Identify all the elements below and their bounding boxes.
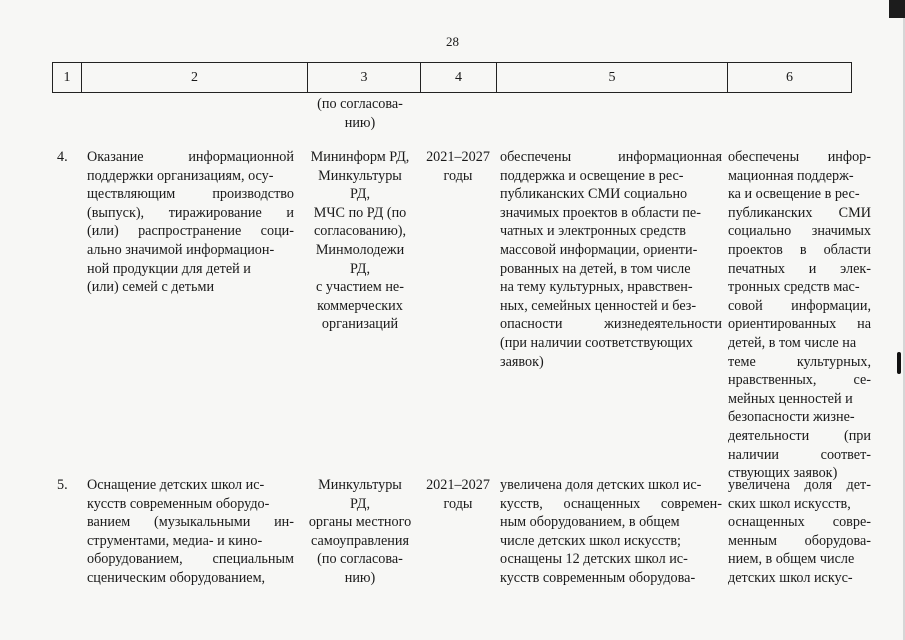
text-line: с участием не- [316,279,404,296]
text-line [728,185,871,204]
text-word: совре- [832,514,871,531]
text-word: соответ- [820,446,871,463]
text-line [728,408,871,427]
text-line [500,167,722,186]
text-word: рованных на детей, в том числе [500,260,691,277]
text-word: кусств современным оборудо- [87,495,270,512]
text-word: тиражирование [168,204,262,221]
text-line [728,569,871,588]
text-line [728,353,871,372]
text-word: сценическим [87,569,166,586]
row-4-executors [298,148,422,334]
text-line [500,476,722,495]
text-word: ных, семейных ценностей и без- [500,297,697,314]
text-line: коммерческих [317,297,403,314]
text-word: безопасности жизне- [728,409,855,426]
text-word: Оснащение детских школ ис- [87,477,265,493]
text-word: оборудова- [804,532,871,549]
scan-corner-mark [889,0,905,18]
text-word: в [799,241,807,258]
text-word: на [857,316,871,333]
text-line [728,334,871,353]
column-number-3: 3 [308,63,421,93]
text-line [500,297,722,316]
text-word: социально [728,223,792,240]
text-line [500,532,722,551]
text-line [87,185,294,204]
text-line [728,427,871,446]
text-word: деятельности [728,427,810,444]
text-word: (выпуск), [87,204,145,221]
text-word: инфор- [827,149,871,165]
text-line: Мининформ РД, [310,149,410,165]
text-word: ка и освещение в рес- [728,186,860,203]
column-number-header [52,62,852,93]
text-word: значимых проектов в области пе- [500,204,701,221]
text-word: се- [853,372,871,389]
text-word: детей, в том числе на [728,334,857,351]
text-word: (музыкальными [154,514,251,531]
text-word: ванием [87,514,131,531]
text-line: организаций [321,316,399,333]
text-line: нию) [344,114,376,131]
text-word: ин- [274,514,294,531]
text-word: нравственных, [728,372,817,389]
text-line [728,315,871,334]
text-line [87,278,294,297]
text-line [87,222,294,241]
text-line: РД, [349,495,371,512]
text-line [500,495,722,514]
text-word: ских школ искусств, [728,495,851,512]
text-line [87,550,294,569]
text-line [500,241,722,260]
text-line [87,241,294,260]
text-word: специальным [212,551,294,568]
text-line [87,513,294,532]
text-line [500,353,722,372]
text-line [728,532,871,551]
text-word: ным оборудованием, в общем [500,514,680,531]
text-line: Минкультуры [318,167,402,184]
text-word: поддержка и освещение в рес- [500,167,684,184]
text-word: наличии [728,446,780,463]
row-5-period [422,476,494,513]
text-line: Минмолодежи [315,241,405,258]
text-line: согласованию), [313,223,407,240]
text-word: проектов [728,241,783,258]
text-line: 2021–2027 [426,477,490,493]
text-line [728,167,871,186]
row-5-result [500,476,722,588]
text-line [87,532,294,551]
text-word: культурных, [796,353,871,370]
text-word: (при наличии соответствующих [500,334,693,351]
text-line [728,446,871,465]
text-word: увеличена [728,477,791,493]
text-word: публиканских [728,204,813,221]
column-number-5: 5 [497,63,728,93]
text-word: ориентированных [728,316,837,333]
text-line [500,222,722,241]
text-word: соци- [260,223,294,240]
text-line [728,297,871,316]
text-line [500,260,722,279]
text-word: информационной [188,149,294,165]
text-line [728,371,871,390]
row-5-indicator [728,476,871,588]
text-word: мационная поддерж- [728,167,854,184]
column-number-1: 1 [53,63,82,93]
text-line [728,241,871,260]
text-word: струментами, медиа- и кино- [87,532,263,549]
text-line [500,204,722,223]
text-line: самоуправления [311,532,409,549]
text-line: годы [443,167,473,184]
row-4-number: 4. [57,149,68,165]
text-line [728,204,871,223]
text-line: 2021–2027 [426,149,490,165]
text-word: ной продукции для детей и [87,260,251,277]
text-word: оснащенных [563,495,641,512]
text-word: современ- [660,495,722,512]
text-word: кусств, [500,495,543,512]
text-line [728,390,871,409]
text-word: области [823,241,871,258]
row-5-number: 5. [57,477,68,493]
text-word: публиканских СМИ социально [500,186,688,203]
text-line [87,476,294,495]
text-word: нием, в общем числе [728,551,855,568]
text-line: РД, [349,186,371,203]
text-line [87,569,294,588]
text-word: оснащены 12 детских школ ис- [500,551,688,568]
text-word: детских школ искус- [728,569,853,586]
row-4-result [500,148,722,371]
text-line [87,495,294,514]
text-word: оснащенных [728,514,805,531]
text-word: дет- [846,477,871,493]
text-word: тронных средств мас- [728,279,860,296]
text-word: обеспечены [728,149,800,165]
text-word: заявок) [500,353,544,370]
text-line: Минкультуры [318,477,402,493]
text-word: (или) семей с детьми [87,279,215,296]
text-word: оборудованием, [169,569,266,586]
text-word: распространение [138,223,242,240]
text-line [728,476,871,495]
text-line [728,222,871,241]
text-line [87,167,294,186]
text-line [728,550,871,569]
scan-side-mark [897,352,901,374]
text-line [728,278,871,297]
row-4-description [87,148,294,297]
text-word: доля [804,477,833,493]
text-line [87,204,294,223]
text-word: чатных и электронных средств [500,223,686,240]
text-word: (при [843,427,871,444]
text-line: РД, [349,260,371,277]
text-line [500,148,722,167]
text-word: числе детских школ искусств; [500,532,682,549]
text-line [87,260,294,279]
text-word: увеличена доля детских школ ис- [500,477,702,493]
text-word: на тему культурных, нравствен- [500,279,693,296]
text-word: Оказание [87,149,144,165]
text-line [500,513,722,532]
text-word: информации, [791,297,871,314]
text-word: обеспечены [500,149,572,165]
text-line [728,148,871,167]
text-word: опасности [500,316,563,333]
column-number-4: 4 [421,63,497,93]
text-word: теме [728,353,756,370]
text-word: ществляющим [87,186,176,203]
column-number-2: 2 [82,63,308,93]
text-line [728,260,871,279]
text-word: оборудованием, [87,551,183,568]
text-line: (по согласова- [317,551,403,568]
text-word: и [286,204,294,221]
text-line [728,495,871,514]
text-word: печатных [728,260,786,277]
text-word: элек- [840,260,871,277]
text-word: СМИ [838,204,871,221]
text-word: ально значимой информацион- [87,241,275,258]
text-line: органы местного [308,514,412,531]
row-4-indicator [728,148,871,483]
text-line [500,315,722,334]
text-line: МЧС по РД (по [313,204,407,221]
text-word: мейных ценностей и [728,390,853,407]
text-word: массовой информации, ориенти- [500,241,698,258]
text-word: менным [728,532,777,549]
text-line [728,513,871,532]
text-word: ствующих заявок) [728,465,838,482]
text-line [500,569,722,588]
row-5-executors [298,476,422,588]
text-word: совой [728,297,763,314]
text-word: жизнедеятельности [604,316,722,333]
text-line [500,185,722,204]
text-word: производство [212,186,294,203]
text-word: кусств современным оборудова- [500,569,696,586]
text-word: поддержки организациям, осу- [87,167,274,184]
text-line: (по согласова- [317,96,403,112]
text-word: информационная [618,149,722,165]
page-number: 28 [446,34,459,49]
continuation-executors [298,95,422,132]
text-line [500,278,722,297]
column-number-6: 6 [728,63,852,93]
text-line: годы [443,495,473,512]
text-word: (или) [87,223,119,240]
text-line: нию) [344,569,376,586]
row-4-period [422,148,494,185]
text-word: и [808,260,817,277]
text-line [500,550,722,569]
text-line [87,148,294,167]
text-word: значимых [811,223,871,240]
row-5-description [87,476,294,588]
text-line [500,334,722,353]
